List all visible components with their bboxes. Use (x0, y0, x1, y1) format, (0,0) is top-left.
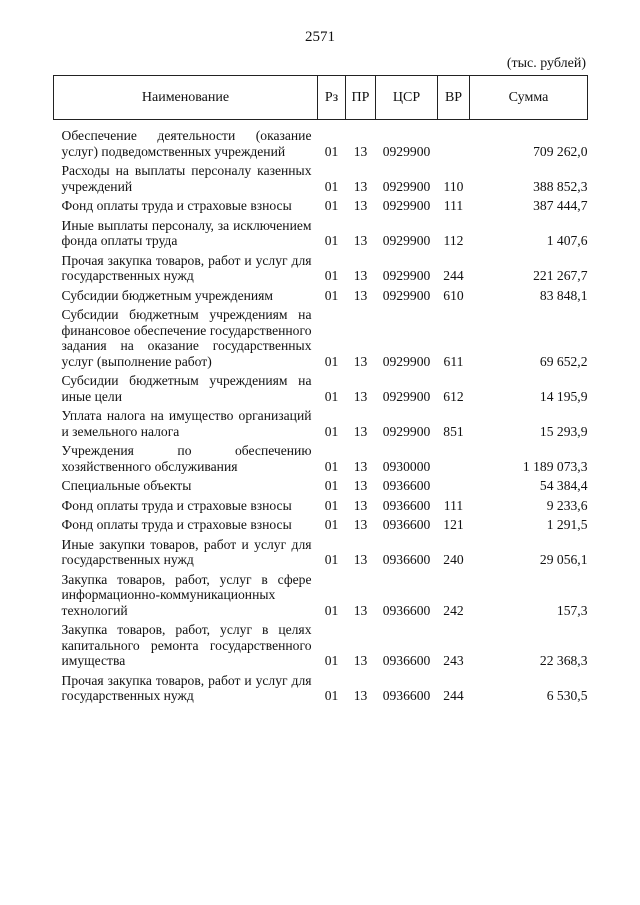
cell-csr: 0936600 (382, 552, 431, 567)
header-sum: Сумма (470, 76, 588, 120)
cell-pr: 13 (353, 458, 368, 474)
cell-sum: 22 368,3 (539, 653, 588, 668)
budget-table (53, 75, 588, 706)
table-row (54, 476, 588, 496)
cell-vr (438, 441, 470, 476)
cell-rz: 01 (324, 287, 339, 303)
header-vr: ВР (438, 76, 470, 120)
cell-name: Субсидии бюджетным учреждениям на иные цели (61, 373, 312, 404)
cell-sum: 9 233,6 (546, 497, 588, 513)
cell-vr: 610 (443, 287, 464, 303)
cell-rz: 01 (324, 497, 339, 513)
cell-rz: 01 (324, 517, 339, 532)
cell-csr: 0936600 (382, 688, 431, 703)
cell-csr: 0929900 (382, 143, 431, 159)
cell-name: Закупка товаров, работ, услуг в целях капитального ремонта государственного имущества (61, 622, 312, 668)
table-row (54, 120, 588, 162)
cell-vr: 243 (443, 653, 464, 668)
table-row (54, 406, 588, 441)
cell-rz: 01 (324, 268, 339, 283)
cell-pr: 13 (353, 143, 368, 159)
cell-pr: 13 (353, 517, 368, 532)
cell-rz: 01 (324, 198, 339, 213)
cell-csr: 0930000 (382, 458, 431, 474)
cell-csr: 0929900 (382, 178, 431, 194)
cell-sum: 6 530,5 (546, 688, 588, 703)
cell-name: Фонд оплаты труда и страховые взносы (61, 198, 292, 213)
table-row (54, 570, 588, 621)
cell-rz: 01 (324, 143, 339, 159)
table-row (54, 441, 588, 476)
cell-vr: 611 (443, 353, 464, 369)
cell-sum: 1 407,6 (546, 233, 588, 248)
cell-vr (438, 476, 470, 496)
cell-csr: 0929900 (382, 353, 431, 369)
cell-vr: 612 (443, 388, 464, 404)
cell-rz: 01 (324, 478, 339, 493)
units-label: (тыс. рублей) (506, 56, 586, 71)
cell-rz: 01 (324, 458, 339, 474)
header-pr: ПР (346, 76, 376, 120)
cell-name: Расходы на выплаты персоналу казенных учреждений (61, 163, 312, 194)
cell-vr (438, 120, 470, 162)
cell-rz: 01 (324, 688, 339, 703)
cell-csr: 0936600 (382, 602, 431, 618)
cell-sum: 83 848,1 (539, 287, 588, 303)
cell-csr: 0936600 (382, 497, 431, 513)
cell-vr: 242 (443, 602, 464, 618)
cell-pr: 13 (353, 688, 368, 703)
cell-rz: 01 (324, 388, 339, 404)
cell-vr: 244 (443, 688, 464, 703)
cell-rz: 01 (324, 353, 339, 369)
cell-sum: 29 056,1 (539, 552, 588, 567)
cell-pr: 13 (353, 287, 368, 303)
header-name: Наименование (54, 76, 318, 120)
cell-pr: 13 (353, 388, 368, 404)
cell-pr: 13 (353, 653, 368, 668)
cell-name: Специальные объекты (61, 478, 192, 493)
cell-name: Закупка товаров, работ, услуг в сфере информационно-коммуникационных технологий (61, 571, 312, 618)
cell-vr: 111 (443, 497, 464, 513)
cell-name: Иные выплаты персоналу, за исключением фонда оплаты труда (61, 217, 312, 248)
cell-sum: 15 293,9 (539, 423, 588, 439)
table-row (54, 671, 588, 706)
cell-pr: 13 (353, 423, 368, 439)
cell-vr: 112 (443, 233, 464, 248)
cell-sum: 1 291,5 (546, 517, 588, 532)
cell-name: Уплата налога на имущество организаций и земельного налога (61, 408, 312, 439)
cell-vr: 244 (443, 268, 464, 283)
cell-name: Иные закупки товаров, работ и услуг для государственных нужд (61, 536, 312, 567)
table-row (54, 286, 588, 306)
cell-name: Учреждения по обеспечению хозяйственного обслуживания (61, 443, 312, 474)
header-rz: Рз (318, 76, 346, 120)
table-body (54, 120, 588, 706)
cell-rz: 01 (324, 178, 339, 194)
cell-pr: 13 (353, 602, 368, 618)
cell-sum: 54 384,4 (539, 478, 588, 493)
cell-name: Фонд оплаты труда и страховые взносы (61, 497, 292, 513)
table-row (54, 251, 588, 286)
cell-pr: 13 (353, 268, 368, 283)
cell-rz: 01 (324, 653, 339, 668)
cell-sum: 709 262,0 (533, 143, 588, 159)
cell-rz: 01 (324, 423, 339, 439)
cell-pr: 13 (353, 353, 368, 369)
cell-sum: 388 852,3 (533, 178, 588, 194)
cell-pr: 13 (353, 552, 368, 567)
cell-csr: 0929900 (382, 388, 431, 404)
cell-sum: 387 444,7 (533, 198, 588, 213)
table-row (54, 515, 588, 535)
header-csr: ЦСР (376, 76, 438, 120)
cell-csr: 0936600 (382, 478, 431, 493)
table-header-row (54, 76, 588, 120)
cell-pr: 13 (353, 478, 368, 493)
cell-sum: 14 195,9 (539, 388, 588, 404)
table-row (54, 305, 588, 371)
table-row (54, 371, 588, 406)
cell-csr: 0936600 (382, 517, 431, 532)
cell-sum: 157,3 (556, 602, 588, 618)
table-row (54, 620, 588, 671)
cell-csr: 0936600 (382, 653, 431, 668)
cell-vr: 121 (443, 517, 464, 532)
cell-csr: 0929900 (382, 233, 431, 248)
cell-vr: 240 (443, 552, 464, 567)
cell-sum: 221 267,7 (533, 268, 588, 283)
cell-rz: 01 (324, 552, 339, 567)
cell-vr: 111 (443, 198, 464, 213)
page-number: 2571 (305, 29, 335, 45)
cell-csr: 0929900 (382, 423, 431, 439)
table-row (54, 216, 588, 251)
cell-name: Субсидии бюджетным учреждениям на финансовое обеспечение государственного задания на оказание государственных услуг (выполнение работ) (61, 307, 312, 369)
cell-sum: 1 189 073,3 (522, 458, 588, 474)
cell-name: Обеспечение деятельности (оказание услуг) подведомственных учреждений (61, 128, 312, 159)
cell-rz: 01 (324, 233, 339, 248)
cell-pr: 13 (353, 178, 368, 194)
cell-name: Прочая закупка товаров, работ и услуг для государственных нужд (61, 672, 312, 703)
cell-csr: 0929900 (382, 198, 431, 213)
cell-pr: 13 (353, 198, 368, 213)
cell-name: Фонд оплаты труда и страховые взносы (61, 517, 292, 532)
cell-csr: 0929900 (382, 268, 431, 283)
cell-vr: 110 (443, 178, 464, 194)
cell-sum: 69 652,2 (539, 353, 588, 369)
table-row (54, 535, 588, 570)
cell-name: Прочая закупка товаров, работ и услуг для государственных нужд (61, 252, 312, 283)
cell-pr: 13 (353, 233, 368, 248)
cell-vr: 851 (443, 423, 464, 439)
table-row (54, 161, 588, 196)
cell-name: Субсидии бюджетным учреждениям (61, 287, 274, 303)
table-row (54, 496, 588, 516)
cell-rz: 01 (324, 602, 339, 618)
cell-pr: 13 (353, 497, 368, 513)
cell-csr: 0929900 (382, 287, 431, 303)
table-row (54, 196, 588, 216)
